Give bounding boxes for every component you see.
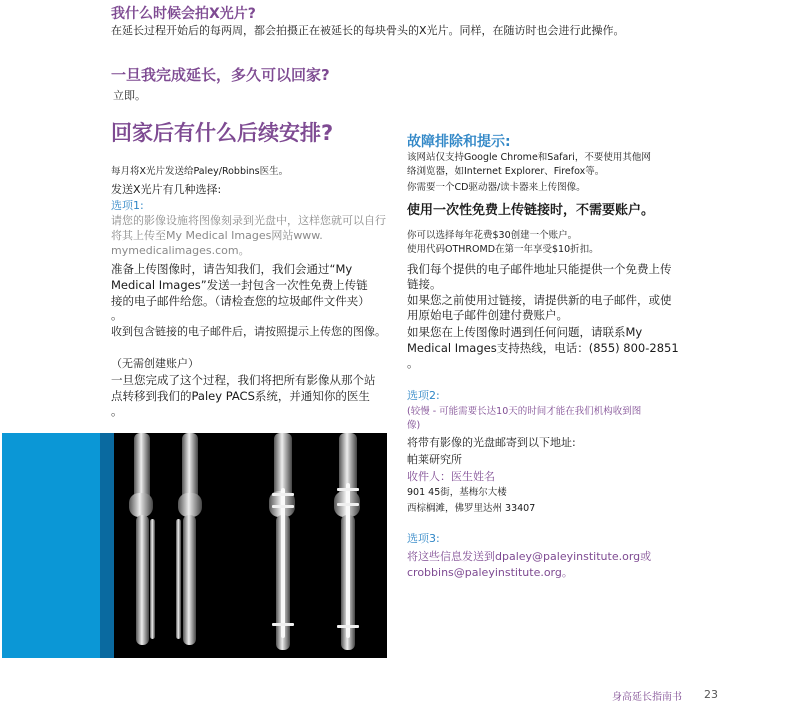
tibia-bone bbox=[136, 515, 149, 645]
tibia-bone bbox=[183, 515, 196, 645]
tips-browser-b: 络浏览器，如Internet Explorer、Firefox等。 bbox=[407, 166, 605, 177]
option1-text-b: 将其上传至My Medical Images网站www. bbox=[111, 229, 323, 242]
option1-text-a: 请您的影像设施将图像刻录到光盘中，这样您就可以自行 bbox=[111, 214, 386, 227]
tips-browser-a: 该网站仅支持Google Chrome和Safari，不要使用其他网 bbox=[407, 152, 651, 163]
footer-guide-title: 身高延长指南书 bbox=[612, 692, 682, 703]
screw-pin bbox=[272, 493, 294, 496]
nail-rod bbox=[281, 488, 285, 638]
tips-title: 故障排除和提示: bbox=[407, 134, 511, 150]
screw-pin bbox=[272, 505, 294, 508]
option3-label: 选项3: bbox=[407, 532, 440, 545]
upload-para-b: Medical Images”发送一封包含一次性免费上传链 bbox=[111, 278, 368, 292]
knee-joint bbox=[178, 493, 202, 517]
tips-free-link: 使用一次性免费上传链接时，不需要账户。 bbox=[407, 203, 655, 218]
knee-joint bbox=[129, 493, 153, 517]
tips-help-c: 。 bbox=[407, 356, 419, 370]
transfer-text-a: 一旦您完成了这个过程，我们将把所有影像从那个站 bbox=[111, 373, 376, 387]
tips-help-b: Medical Images支持热线，电话：(855) 800-2851 bbox=[407, 341, 679, 355]
page-number: 23 bbox=[704, 688, 718, 701]
option2-note-b: 像) bbox=[407, 420, 421, 431]
no-account-text: （无需创建账户） bbox=[111, 357, 199, 370]
option2-mail-to: 将带有影像的光盘邮寄到以下地址: bbox=[407, 436, 576, 449]
upload-para-a: 准备上传图像时，请告知我们，我们会通过“My bbox=[111, 262, 353, 276]
side-bar-light bbox=[2, 433, 102, 658]
tips-reuse-a: 如果您之前使用过链接，请提供新的电子邮件，或使 bbox=[407, 293, 672, 307]
q3-title: 回家后有什么后续安排? bbox=[111, 121, 334, 145]
received-text: 收到包含链接的电子邮件后，请按照提示上传您的图像。 bbox=[111, 325, 386, 338]
q1-body: 在延长过程开始后的每两周，都会拍摄正在被延长的每块骨头的X光片。同样，在随访时也会进行此操作。 bbox=[111, 24, 625, 37]
q3-line2: 发送X光片有几种选择: bbox=[111, 183, 222, 196]
option3-line-b: crobbins@paleyinstitute.org。 bbox=[407, 566, 573, 579]
option1-label: 选项1: bbox=[111, 199, 144, 212]
tips-cd: 你需要一个CD驱动器/读卡器来上传图像。 bbox=[407, 182, 586, 193]
option1-text-c: mymedicalimages.com。 bbox=[111, 244, 250, 257]
q2-title: 一旦我完成延长，多久可以回家? bbox=[111, 66, 330, 84]
nail-rod bbox=[346, 483, 350, 638]
q3-line1: 每月将X光片发送给Paley/Robbins医生。 bbox=[111, 166, 289, 177]
screw-pin bbox=[337, 625, 359, 628]
screw-pin bbox=[272, 623, 294, 626]
option2-org: 帕莱研究所 bbox=[407, 453, 462, 466]
tips-help-a: 如果您在上传图像时遇到任何问题，请联系My bbox=[407, 325, 643, 339]
option2-recipient: 收件人：医生姓名 bbox=[407, 470, 495, 483]
xray-image bbox=[114, 433, 387, 658]
q2-body: 立即。 bbox=[113, 89, 146, 102]
tips-email-b: 链接。 bbox=[407, 277, 442, 291]
transfer-text-c: 。 bbox=[111, 404, 123, 418]
tips-reuse-b: 用原始电子邮件创建付费账户。 bbox=[407, 308, 568, 322]
side-bar-dark bbox=[100, 433, 114, 658]
option2-city: 西棕榈滩，佛罗里达州 33407 bbox=[407, 503, 536, 514]
upload-para-c: 接的电子邮件给您。（请检查您的垃圾邮件文件夹） bbox=[111, 294, 370, 308]
tips-yearly: 你可以选择每年花费$30创建一个账户。 bbox=[407, 230, 578, 241]
option3-line-a: 将这些信息发送到dpaley@paleyinstitute.org或 bbox=[407, 550, 652, 563]
option2-street: 901 45街，基梅尔大楼 bbox=[407, 487, 507, 498]
q1-title: 我什么时候会拍X光片? bbox=[111, 6, 256, 22]
fibula-bone bbox=[150, 519, 155, 639]
upload-para-d: 。 bbox=[111, 308, 123, 322]
screw-pin bbox=[337, 488, 359, 491]
option2-note-a: (较慢 - 可能需要长达10天的时间才能在我们机构收到图 bbox=[407, 406, 642, 417]
transfer-text-b: 点转移到我们的Paley PACS系统，并通知你的医生 bbox=[111, 389, 370, 403]
tips-email-a: 我们每个提供的电子邮件地址只能提供一个免费上传 bbox=[407, 262, 672, 276]
screw-pin bbox=[337, 503, 359, 506]
fibula-bone bbox=[176, 519, 181, 639]
option2-label: 选项2: bbox=[407, 389, 440, 402]
tips-code: 使用代码OTHROMD在第一年享受$10折扣。 bbox=[407, 244, 599, 255]
